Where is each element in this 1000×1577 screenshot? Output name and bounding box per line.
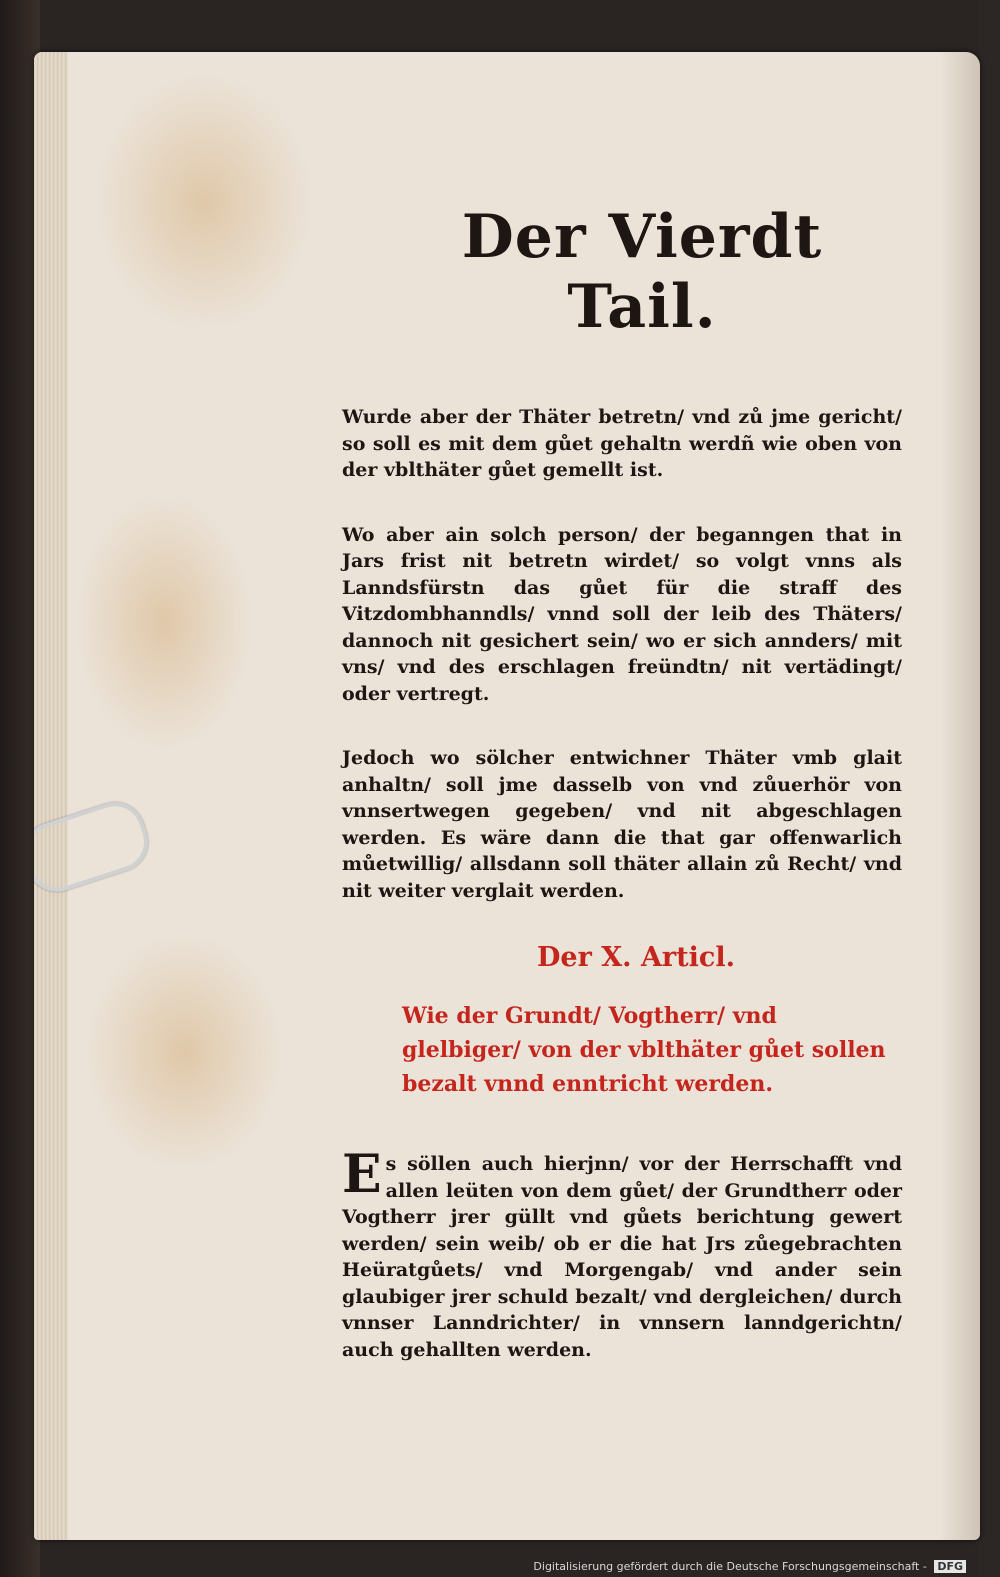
article-subheading: Wie der Grundt/ Vogtherr/ vnd glelbiger/ von der vblthäter gůet sollen bezalt vnnd enntricht werden. xyxy=(402,1003,886,1097)
paper-stain xyxy=(94,72,314,332)
page-curl-shadow xyxy=(940,52,980,1540)
article-heading: Der X. Articl. xyxy=(537,942,735,973)
page-edge xyxy=(34,52,68,1540)
book-page xyxy=(34,52,980,1540)
paragraph-final: Es söllen auch hierjnn/ vor der Herrschafft vnd allen leüten von dem gůet/ der Grundtherr oder Vogtherr jrer güllt vnd gůets berichtung gewert werden/ sein weib/ ob er die hat Jrs zůegebrachten Heüratgůets/ vnd Morgengab/ vnd ander sein glaubiger jrer schuld bezalt/ vnd dergleichen/ durch vnnser Lanndrichter/ in vnnsern lanndgerichtn/ auch gehallten werden. xyxy=(342,1144,902,1361)
page-title: Der Vierdt Tail. xyxy=(461,202,823,342)
paragraph-1: Wurde aber der Thäter betretn/ vnd zů jme gericht/ so soll es mit dem gůet gehaltn werdñ wie oben von der vblthäter gůet gemellt ist. xyxy=(342,406,902,481)
backdrop-right xyxy=(978,0,1000,1577)
paragraph-2: Wo aber ain solch person/ der beganngen that in Jars frist nit betretn wirdet/ so volgt vnns als Lanndsfürstn das gůet für die straff des Vitzdombhanndls/ vnnd soll der leib des Thäters/ dannoch nit gesichert sein/ wo er sich annders/ mit vns/ vnd des erschlagen freündtn/ nit vertädingt/ oder vertregt. xyxy=(342,523,902,705)
footer-text: Digitalisierung gefördert durch die Deutsche Forschungsgemeinschaft - xyxy=(533,1560,927,1573)
page-content xyxy=(342,202,902,1401)
dfg-logo: DFG xyxy=(934,1560,966,1573)
paragraph-3: Jedoch wo sölcher entwichner Thäter vmb glait anhaltn/ soll jme dasselb von vnd zůuerhör von vnnsertwegen gegeben/ vnd nit abgeschlagen werden. Es wäre dann die that gar offenwarlich můetwillig/ allsdann soll thäter allain zů Recht/ vnd nit weiter verglait werden. xyxy=(342,747,902,902)
paper-stain xyxy=(84,932,284,1172)
paper-stain xyxy=(74,492,254,752)
footer-credit xyxy=(533,1560,966,1573)
